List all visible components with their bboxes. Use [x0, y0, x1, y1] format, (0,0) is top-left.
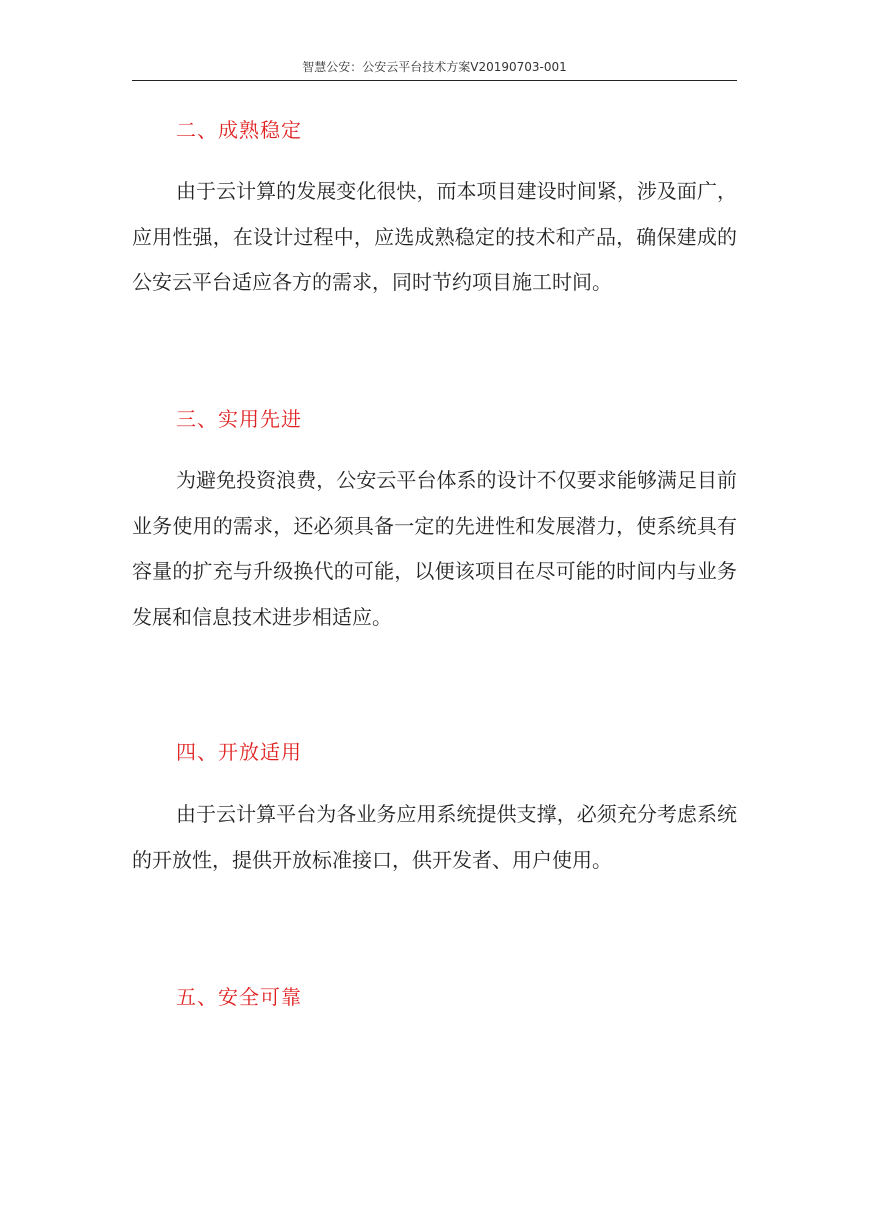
section-heading-2: 二、成熟稳定: [176, 118, 302, 142]
section-heading-4: 四、开放适用: [176, 740, 302, 764]
header-divider: [132, 80, 737, 81]
section-body-3: 为避免投资浪费，公安云平台体系的设计不仅要求能够满足目前业务使用的需求，还必须具备一定的先进性和发展潜力，使系统具有容量的扩充与升级换代的可能，以便该项目在尽可能的时间内与业务发展和信息技术进步相适应。: [132, 468, 737, 629]
section-body-4: 由于云计算平台为各业务应用系统提供支撑，必须充分考虑系统的开放性，提供开放标准接口，供开发者、用户使用。: [132, 802, 737, 872]
page-header: 智慧公安：公安云平台技术方案V20190703-001: [302, 60, 567, 74]
section-body-2: 由于云计算的发展变化很快，而本项目建设时间紧，涉及面广，应用性强，在设计过程中，应选成熟稳定的技术和产品，确保建成的公安云平台适应各方的需求，同时节约项目施工时间。: [132, 179, 737, 294]
section-heading-3: 三、实用先进: [176, 407, 302, 431]
section-heading-5: 五、安全可靠: [176, 985, 302, 1009]
